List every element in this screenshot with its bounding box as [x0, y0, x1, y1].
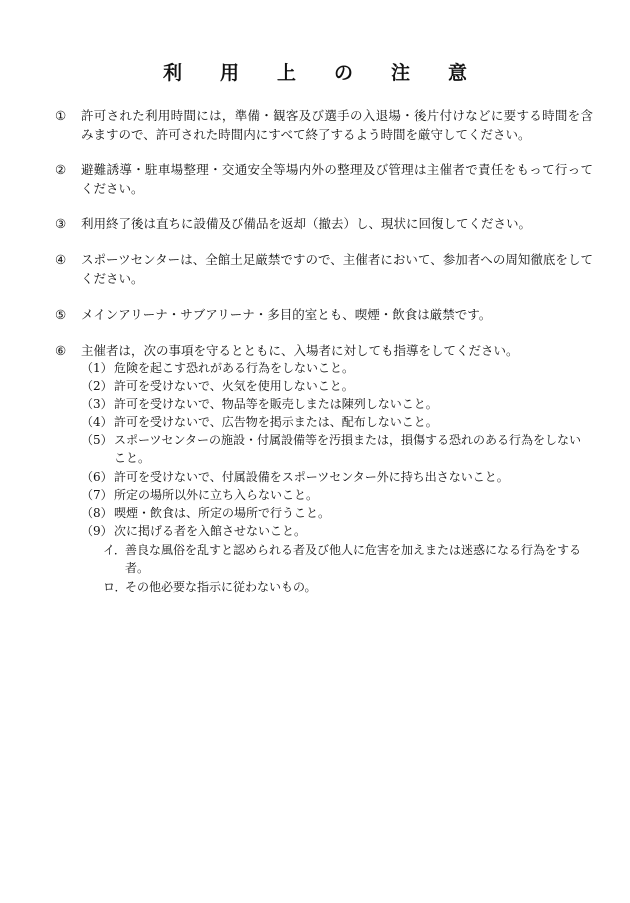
sub-item-number: （3）	[81, 397, 113, 411]
title-char: の	[333, 62, 353, 84]
item-text: 主催者は，次の事項を守るとともに、入場者に対しても指導をしてください。	[81, 343, 519, 358]
sub-item-text: 喫煙・飲食は、所定の場所で行うこと。	[114, 506, 331, 520]
sub-item-text: 許可を受けないで、火気を使用しないこと。	[114, 379, 354, 393]
sub-sub-item-marker: イ．	[103, 543, 126, 557]
sub-item-text: 許可を受けないで、物品等を販売しまたは陳列しないこと。	[114, 397, 438, 411]
item-text: スポーツセンターは、全館土足厳禁ですので、主催者において、参加者への周知徹底をしてください。	[81, 252, 593, 286]
title-char: 利	[162, 62, 182, 84]
title-char: 意	[447, 62, 467, 84]
item-number: ①	[55, 108, 67, 123]
sub-item-text: 許可を受けないで、付属設備をスポーツセンター外に持ち出さないこと。	[114, 470, 509, 484]
sub-item-text: 危険を起こす恐れがある行為をしないこと。	[114, 361, 355, 375]
item-number: ②	[55, 162, 67, 177]
sub-sub-item-marker: ロ．	[103, 580, 127, 594]
item-text: メインアリーナ・サブアリーナ・多目的室とも、喫煙・飲食は厳禁です。	[81, 307, 492, 322]
sub-item-text: 許可を受けないで、広告物を掲示または、配布しないこと。	[114, 415, 438, 429]
item-number: ⑤	[55, 307, 67, 322]
sub-item-number: （6）	[81, 470, 113, 484]
sub-item-number: （7）	[81, 488, 113, 502]
item-number: ⑥	[55, 343, 67, 358]
page-title	[0, 58, 630, 85]
item-text: 許可された利用時間には，準備・観客及び選手の入退場・後片付けなどに要する時間を含みますので、許可された時間内にすべて終了するよう時間を厳守してください。	[81, 108, 593, 142]
sub-item-number: （2）	[81, 379, 113, 393]
sub-sub-item-text: その他必要な指示に従わないもの。	[125, 580, 317, 594]
sub-item-text: 所定の場所以外に立ち入らないこと。	[114, 488, 319, 502]
item-number: ④	[55, 252, 67, 267]
sub-item-text: 次に掲げる者を入館させないこと。	[114, 524, 307, 538]
item-text: 避難誘導・駐車場整理・交通安全等場内外の整理及び管理は主催者で責任をもって行ってください。	[81, 162, 593, 196]
sub-item-number: （5）	[81, 433, 113, 447]
title-char: 注	[390, 62, 410, 84]
title-char: 上	[276, 62, 296, 84]
item-text: 利用終了後は直ちに設備及び備品を返却（撤去）し、現状に回復してください。	[81, 216, 532, 231]
sub-item-number: （9）	[81, 524, 113, 538]
sub-item-number: （8）	[81, 506, 113, 520]
item-number: ③	[55, 216, 67, 231]
title-char: 用	[219, 62, 239, 84]
sub-item-text: スポーツセンターの施設・付属設備等を汚損または，損傷する恐れのある行為をしないこと。	[114, 433, 582, 466]
sub-sub-item-text: 善良な風俗を乱すと認められる者及び他人に危害を加えまたは迷惑になる行為をする者。	[125, 543, 582, 576]
sub-item-number: （4）	[81, 415, 113, 429]
sub-item-number: （1）	[81, 361, 113, 375]
